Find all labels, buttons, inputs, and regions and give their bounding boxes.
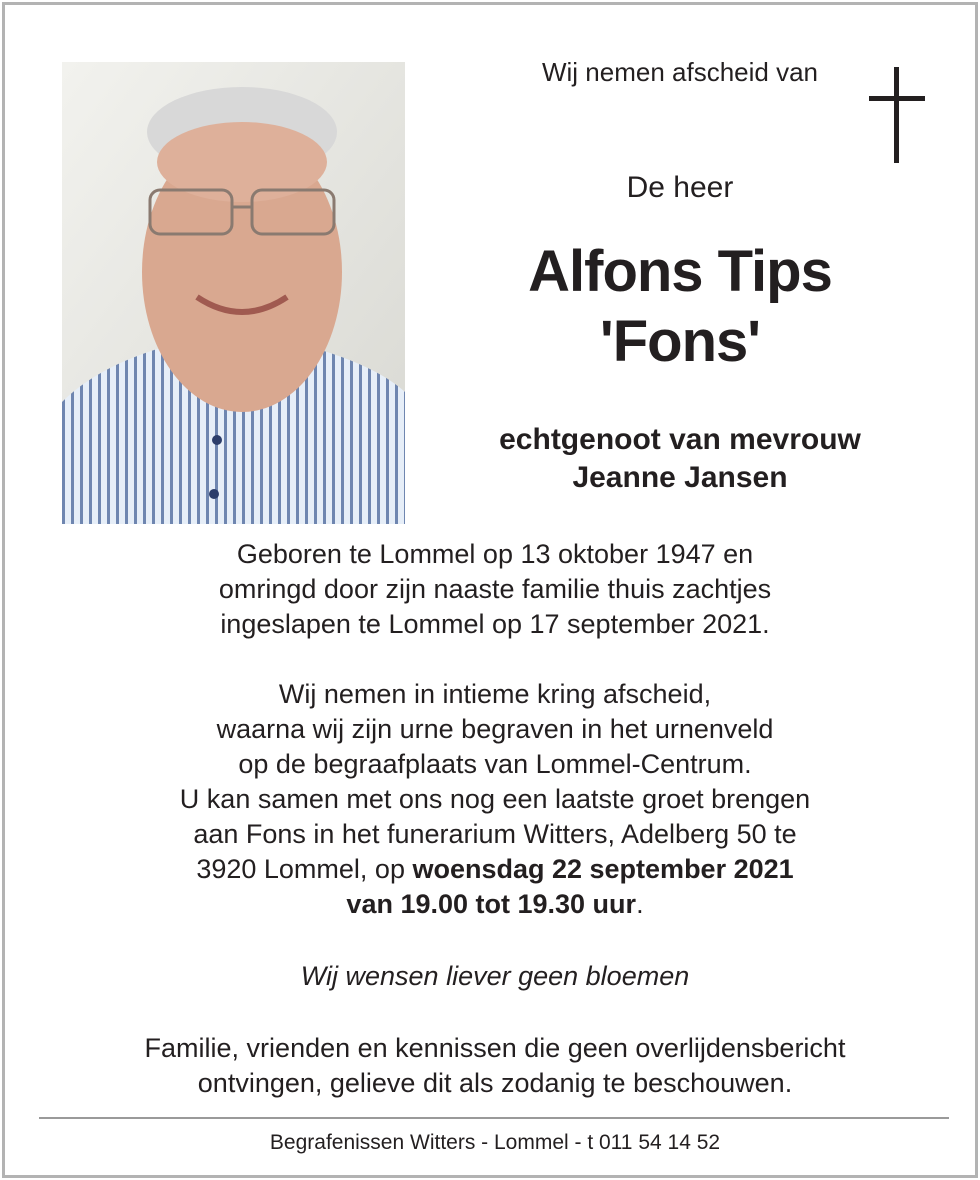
visit-line (45, 852, 945, 887)
paragraph-line: waarna wij zijn urne begraven in het urnenveld (216, 714, 774, 744)
nickname-line: 'Fons' (599, 309, 761, 374)
paragraph-line: Familie, vrienden en kennissen die geen overlijdensbericht (144, 1033, 846, 1063)
visit-prefix: 3920 Lommel, op (196, 854, 413, 884)
spouse-info (435, 421, 925, 497)
paragraph-line: ingeslapen te Lommel op 17 september 2021. (220, 609, 770, 639)
paragraph-line: aan Fons in het funerarium Witters, Adelberg 50 te (193, 819, 797, 849)
visit-suffix: . (636, 889, 644, 919)
visit-date: woensdag 22 september 2021 (412, 854, 794, 884)
intro-text: Wij nemen afscheid van (541, 57, 819, 87)
visit-time: van 19.00 tot 19.30 uur (346, 889, 637, 919)
notice-paragraph (45, 1031, 945, 1101)
paragraph-line: op de begraafplaats van Lommel-Centrum. (238, 749, 752, 779)
farewell-paragraph (45, 677, 945, 922)
flowers-note: Wij wensen liever geen bloemen (300, 961, 690, 991)
obituary-card (2, 2, 978, 1178)
portrait-photo (62, 62, 405, 524)
name-line: Alfons Tips (528, 239, 832, 304)
birth-death-paragraph (45, 537, 945, 642)
paragraph-line: U kan samen met ons nog een laatste groet brengen (179, 784, 811, 814)
paragraph-line: Wij nemen in intieme kring afscheid, (278, 679, 712, 709)
title-prefix: De heer (626, 171, 734, 204)
footer-divider (39, 1117, 949, 1119)
deceased-name (435, 237, 925, 377)
funeral-home-footer: Begrafenissen Witters - Lommel - t 011 54 14 52 (269, 1131, 721, 1154)
visit-time-line (45, 887, 945, 922)
paragraph-line: Geboren te Lommel op 13 oktober 1947 en (236, 539, 754, 569)
spouse-line-2: Jeanne Jansen (572, 461, 788, 494)
paragraph-line: ontvingen, gelieve dit als zodanig te beschouwen. (197, 1068, 793, 1098)
spouse-line-1: echtgenoot van mevrouw (499, 423, 861, 456)
latin-cross-icon (869, 67, 925, 163)
paragraph-line: omringd door zijn naaste familie thuis zachtjes (218, 574, 772, 604)
